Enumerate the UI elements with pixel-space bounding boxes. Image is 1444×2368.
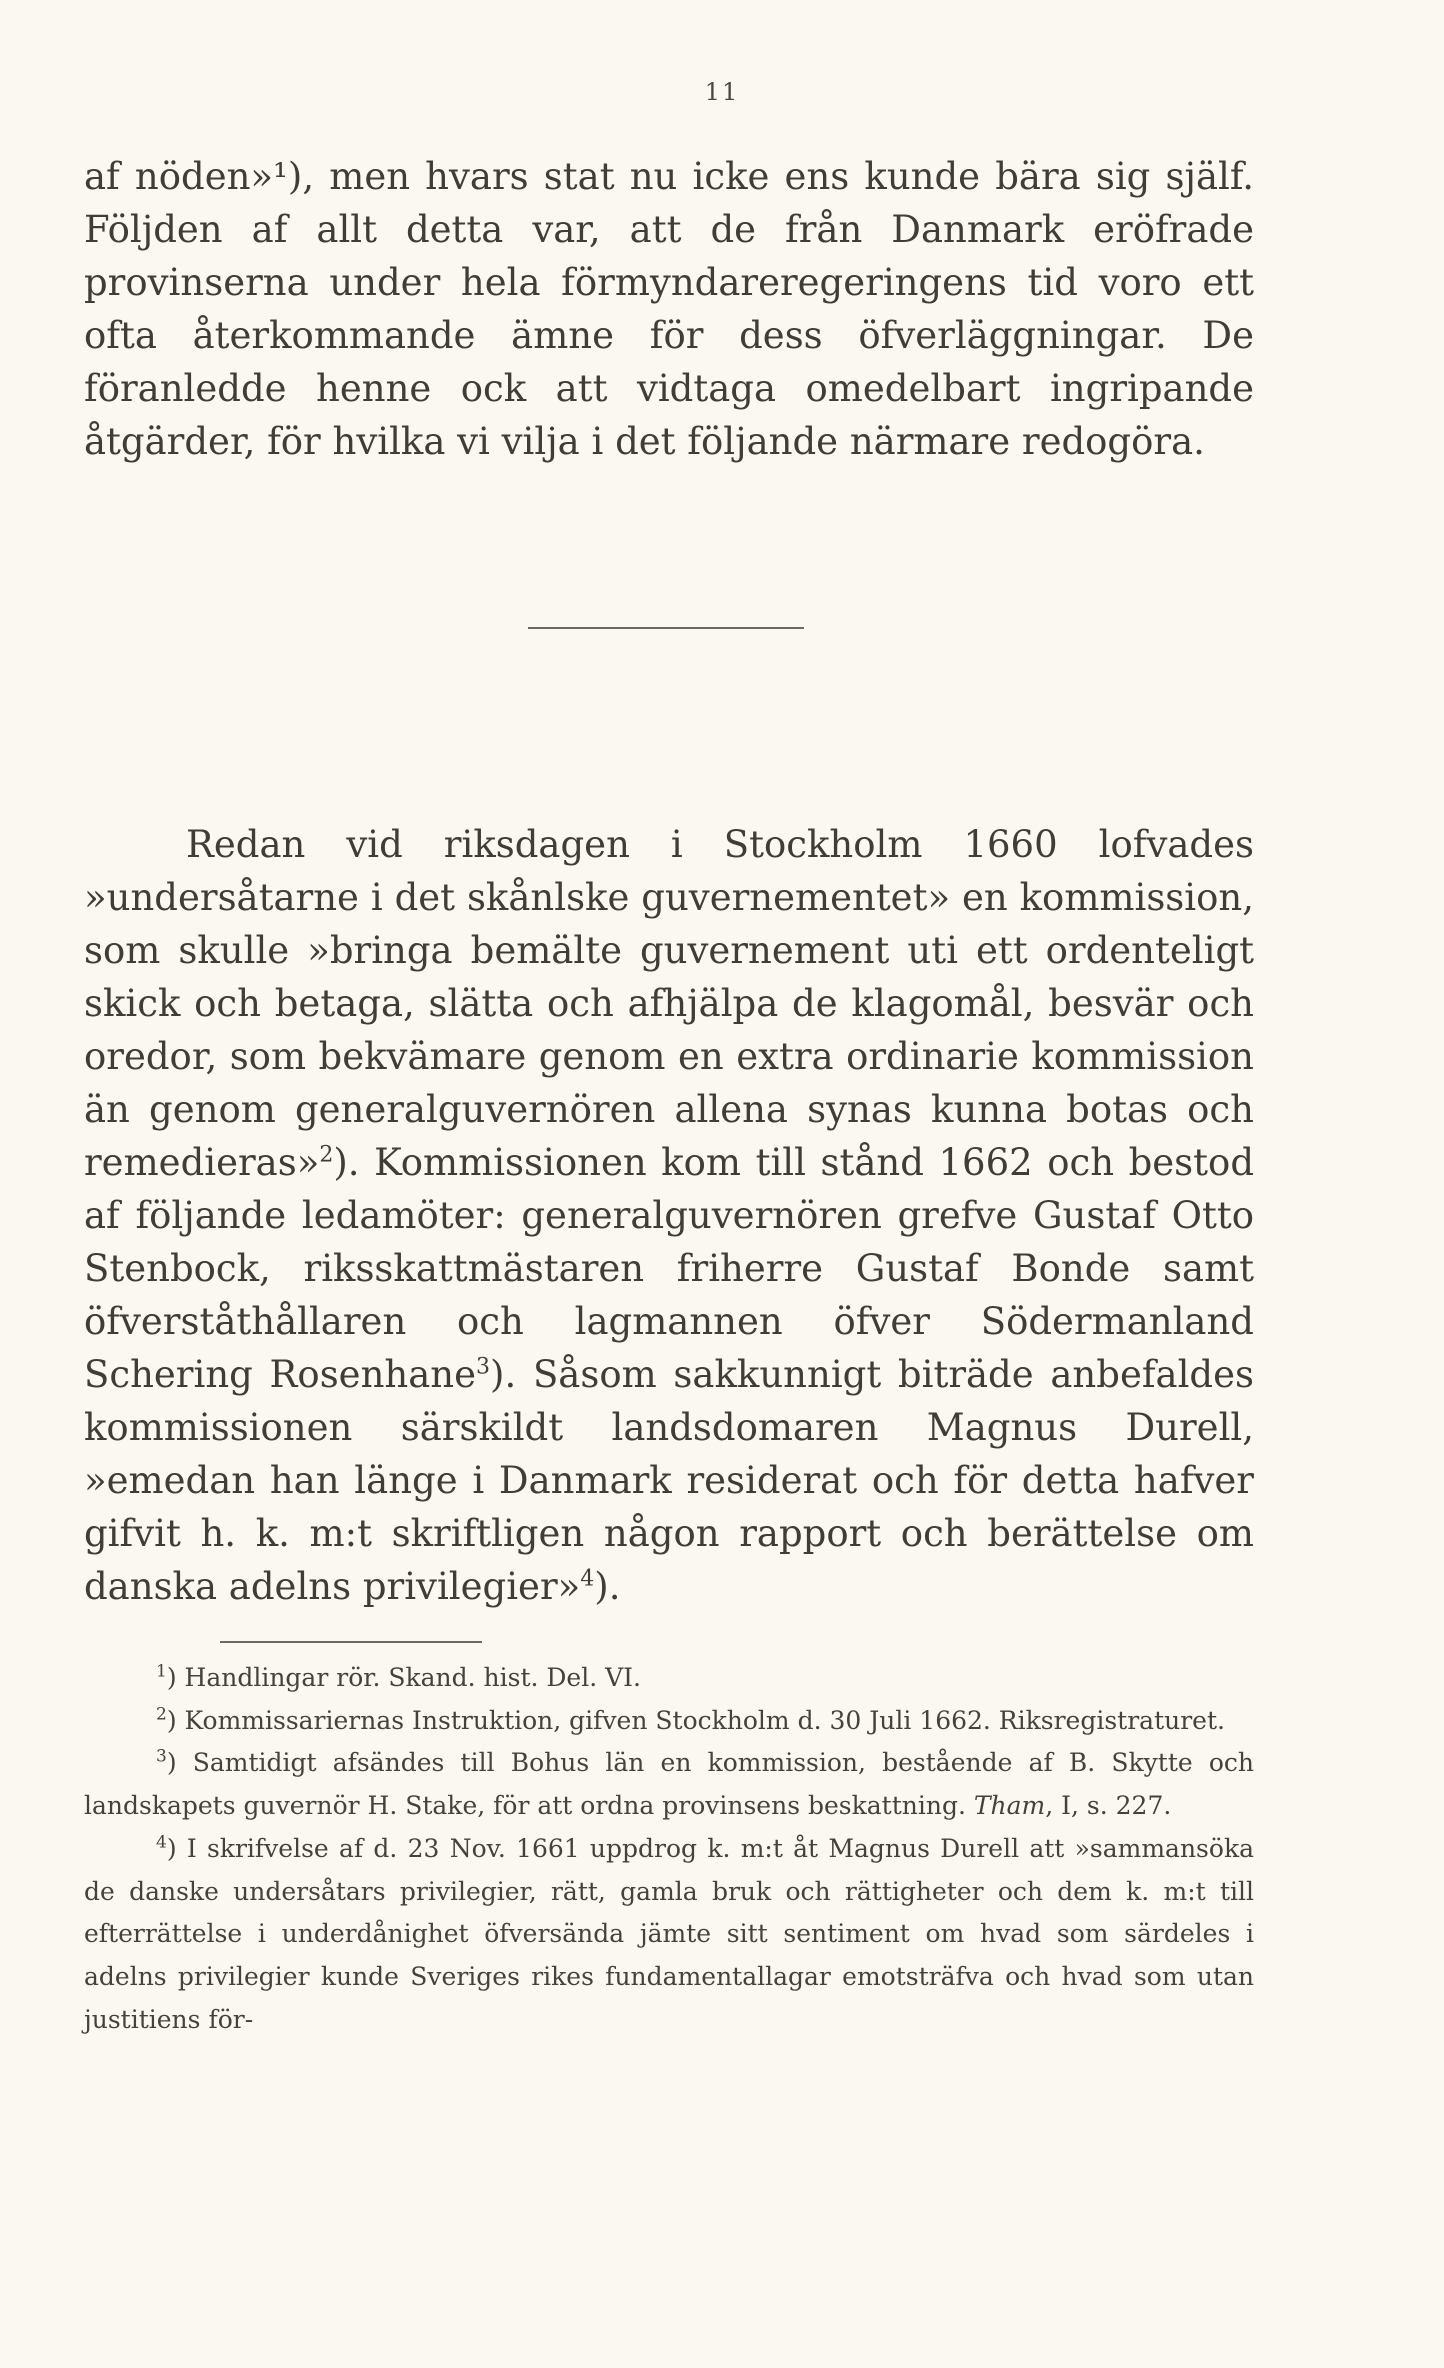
footnote-text: ) Samtidigt afsändes till Bohus län en kommission, bestående af B. Skytte och landskapets guvernör H. Stake, för att ordna provinsens beskattning. — [84, 1748, 1254, 1821]
footnote-ref-3[interactable]: 3 — [476, 1354, 491, 1380]
footnote-2 — [84, 1700, 1254, 1743]
footnote-4 — [84, 1828, 1254, 2042]
footnote-mark: 4 — [156, 1832, 167, 1853]
footnote-1 — [84, 1657, 1254, 1700]
paragraph-text-4: ). — [594, 1565, 621, 1608]
footnote-text-after: , I, s. 227. — [1045, 1791, 1172, 1821]
page-number: 11 — [704, 78, 740, 106]
footnote-mark: 3 — [156, 1747, 167, 1768]
footnote-text: ) Kommissariernas Instruktion, gifven Stockholm d. 30 Juli 1662. Riksregistraturet. — [166, 1705, 1225, 1735]
footnote-text: ) Handlingar rör. Skand. hist. Del. VI. — [166, 1663, 641, 1692]
footnote-mark: 2 — [156, 1704, 167, 1725]
footnote-mark: 1 — [156, 1661, 167, 1682]
footnote-ref-2[interactable]: 2 — [319, 1142, 334, 1168]
footnote-ref-4[interactable]: 4 — [580, 1566, 595, 1592]
footnote-3 — [84, 1742, 1254, 1827]
footnote-rule — [220, 1641, 482, 1643]
section-divider — [528, 627, 804, 629]
paragraph-commission — [84, 818, 1254, 1613]
footnote-text: ) I skrifvelse af d. 23 Nov. 1661 uppdrog k. m:t åt Magnus Durell att »sammansöka de danske undersåtars privilegier, rätt, gamla bruk och rättigheter och dem k. m:t till efterrättelse i underdånighet öfversända jämte sitt sentiment om hvad som särdeles i adelns privilegier kunde Sveriges rikes fundamentallagar emotsträfva och hvad som utan justitiens för- — [84, 1833, 1254, 2034]
footnote-author: Tham — [973, 1791, 1046, 1821]
paragraph-text-2: ). Kommissionen kom till stånd 1662 och bestod af följande ledamöter: generalguvernören grefve Gustaf Otto Stenbock, riksskattmästaren friherre Gustaf Bonde samt öfverståthållaren och lagmannen öfver Södermanland Schering Rosenhane — [84, 1141, 1254, 1396]
paragraph-text-1: Redan vid riksdagen i Stockholm 1660 lofvades »undersåtarne i det skånlske guvernementet» en kommission, som skulle »bringa bemälte guvernement uti ett ordenteligt skick och betaga, slätta och afhjälpa de klagomål, besvär och oredor, som bekvämare genom en extra ordinarie kommission än genom generalguvernören allena synas kunna botas och remedieras» — [84, 823, 1254, 1184]
footnotes — [84, 1657, 1254, 2041]
paragraph-continuation: af nöden»¹), men hvars stat nu icke ens kunde bära sig själf. Följden af allt detta var, att de från Danmark eröfrade provinserna under hela förmyndareregeringens tid voro ett ofta återkommande ämne för dess öfverläggningar. De föranledde henne ock att vidtaga omedelbart ingripande åtgärder, för hvilka vi vilja i det följande närmare redogöra. — [84, 155, 1254, 463]
paragraph-text-3: ). Såsom sakkunnigt biträde anbefaldes kommissionen särskildt landsdomaren Magnus Durell, »emedan han länge i Danmark residerat och för detta hafver gifvit h. k. m:t skriftligen någon rapport och berättelse om danska adelns privilegier» — [84, 1353, 1254, 1608]
